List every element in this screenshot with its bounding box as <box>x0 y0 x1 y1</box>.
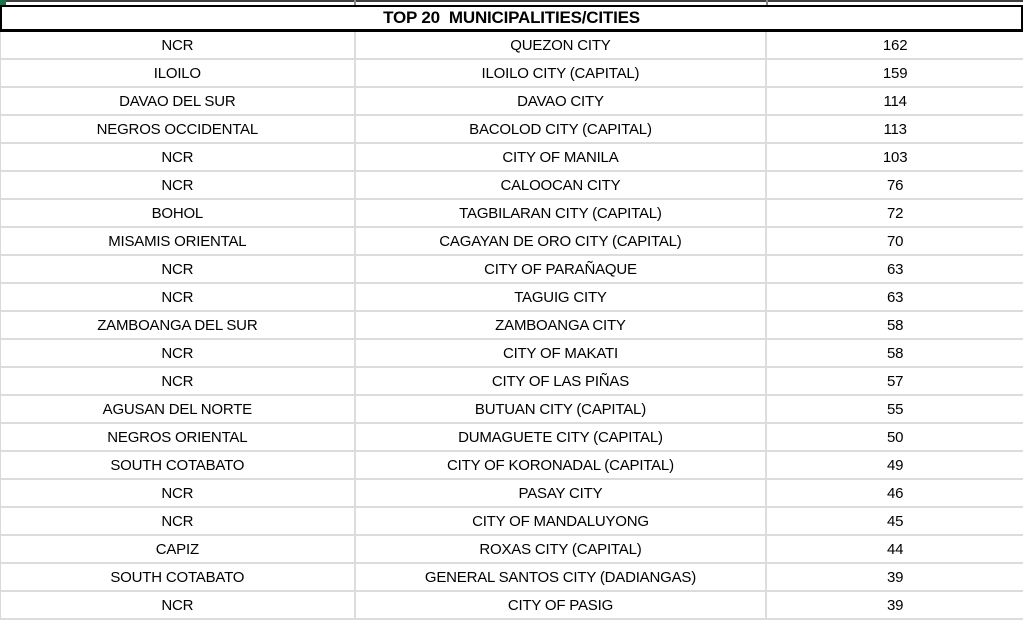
count-cell[interactable]: 70 <box>886 232 904 250</box>
table-row <box>1 564 1023 592</box>
count-cell[interactable]: 44 <box>886 540 904 558</box>
city-cell[interactable]: ZAMBOANGA CITY <box>356 312 768 338</box>
city-cell[interactable]: DAVAO CITY <box>356 88 768 114</box>
table-body <box>0 32 1023 620</box>
count-cell[interactable]: 76 <box>886 176 904 194</box>
count-cell[interactable]: 63 <box>886 260 904 278</box>
city-cell[interactable]: CITY OF PARAÑAQUE <box>356 256 768 282</box>
city-cell[interactable]: BACOLOD CITY (CAPITAL) <box>356 116 768 142</box>
province-cell[interactable]: NEGROS OCCIDENTAL <box>1 116 356 142</box>
province-cell[interactable]: NCR <box>1 340 356 366</box>
city-cell[interactable]: GENERAL SANTOS CITY (DADIANGAS) <box>356 564 768 590</box>
count-cell[interactable]: 103 <box>882 148 908 166</box>
city-cell[interactable]: TAGBILARAN CITY (CAPITAL) <box>356 200 768 226</box>
province-cell[interactable]: ILOILO <box>1 60 356 86</box>
city-cell[interactable]: CITY OF MAKATI <box>356 340 768 366</box>
city-cell[interactable]: CITY OF KORONADAL (CAPITAL) <box>356 452 768 478</box>
table-row <box>1 480 1023 508</box>
count-cell[interactable]: 39 <box>886 596 904 614</box>
table-row <box>1 312 1023 340</box>
province-cell[interactable]: NCR <box>1 256 356 282</box>
count-cell[interactable]: 58 <box>886 344 904 362</box>
table-row <box>1 256 1023 284</box>
table-row <box>1 32 1023 60</box>
table-title[interactable]: TOP 20 MUNICIPALITIES/CITIES <box>0 5 1023 32</box>
city-cell[interactable]: DUMAGUETE CITY (CAPITAL) <box>356 424 768 450</box>
table-row <box>1 284 1023 312</box>
table-row <box>1 60 1023 88</box>
table-row <box>1 116 1023 144</box>
province-cell[interactable]: CAPIZ <box>1 536 356 562</box>
count-cell[interactable]: 50 <box>886 428 904 446</box>
count-cell[interactable]: 57 <box>886 372 904 390</box>
table-row <box>1 340 1023 368</box>
province-cell[interactable]: NCR <box>1 480 356 506</box>
count-cell[interactable]: 114 <box>883 92 907 110</box>
partial-row-above <box>0 0 1023 5</box>
province-cell[interactable]: BOHOL <box>1 200 356 226</box>
city-cell[interactable]: CAGAYAN DE ORO CITY (CAPITAL) <box>356 228 768 254</box>
province-cell[interactable]: DAVAO DEL SUR <box>1 88 356 114</box>
province-cell[interactable]: NCR <box>1 592 356 618</box>
city-cell[interactable]: CITY OF PASIG <box>356 592 768 618</box>
table-row <box>1 200 1023 228</box>
count-cell[interactable]: 45 <box>886 512 904 530</box>
province-cell[interactable]: NCR <box>1 32 356 58</box>
province-cell[interactable]: SOUTH COTABATO <box>1 452 356 478</box>
city-cell[interactable]: BUTUAN CITY (CAPITAL) <box>356 396 768 422</box>
table-row <box>1 396 1023 424</box>
count-cell[interactable]: 58 <box>886 316 904 334</box>
city-cell[interactable]: ILOILO CITY (CAPITAL) <box>356 60 768 86</box>
gridline-vertical <box>766 0 768 5</box>
province-cell[interactable]: NCR <box>1 144 356 170</box>
province-cell[interactable]: NCR <box>1 508 356 534</box>
count-cell[interactable]: 113 <box>883 120 907 138</box>
city-cell[interactable]: TAGUIG CITY <box>356 284 768 310</box>
count-cell[interactable]: 55 <box>886 400 904 418</box>
count-cell[interactable]: 49 <box>886 456 904 474</box>
province-cell[interactable]: NEGROS ORIENTAL <box>1 424 356 450</box>
table-row <box>1 452 1023 480</box>
count-cell[interactable]: 63 <box>886 288 904 306</box>
table-row <box>1 424 1023 452</box>
province-cell[interactable]: AGUSAN DEL NORTE <box>1 396 356 422</box>
count-cell[interactable]: 72 <box>886 204 904 222</box>
table-row <box>1 172 1023 200</box>
city-cell[interactable]: CITY OF LAS PIÑAS <box>356 368 768 394</box>
count-cell[interactable]: 39 <box>886 568 904 586</box>
count-cell[interactable]: 162 <box>882 36 908 54</box>
city-cell[interactable]: CALOOCAN CITY <box>356 172 768 198</box>
province-cell[interactable]: MISAMIS ORIENTAL <box>1 228 356 254</box>
city-cell[interactable]: ROXAS CITY (CAPITAL) <box>356 536 768 562</box>
table-row <box>1 228 1023 256</box>
table-row <box>1 508 1023 536</box>
province-cell[interactable]: NCR <box>1 284 356 310</box>
table-row <box>1 536 1023 564</box>
province-cell[interactable]: NCR <box>1 368 356 394</box>
city-cell[interactable]: CITY OF MANDALUYONG <box>356 508 768 534</box>
city-cell[interactable]: CITY OF MANILA <box>356 144 768 170</box>
city-cell[interactable]: PASAY CITY <box>356 480 768 506</box>
province-cell[interactable]: SOUTH COTABATO <box>1 564 356 590</box>
table-row <box>1 88 1023 116</box>
table-row <box>1 592 1023 620</box>
table-row <box>1 368 1023 396</box>
count-cell[interactable]: 159 <box>882 64 908 82</box>
province-cell[interactable]: ZAMBOANGA DEL SUR <box>1 312 356 338</box>
city-cell[interactable]: QUEZON CITY <box>356 32 768 58</box>
sheet-corner-marker <box>0 0 6 5</box>
gridline-vertical <box>354 0 356 5</box>
province-cell[interactable]: NCR <box>1 172 356 198</box>
table-row <box>1 144 1023 172</box>
count-cell[interactable]: 46 <box>886 484 904 502</box>
